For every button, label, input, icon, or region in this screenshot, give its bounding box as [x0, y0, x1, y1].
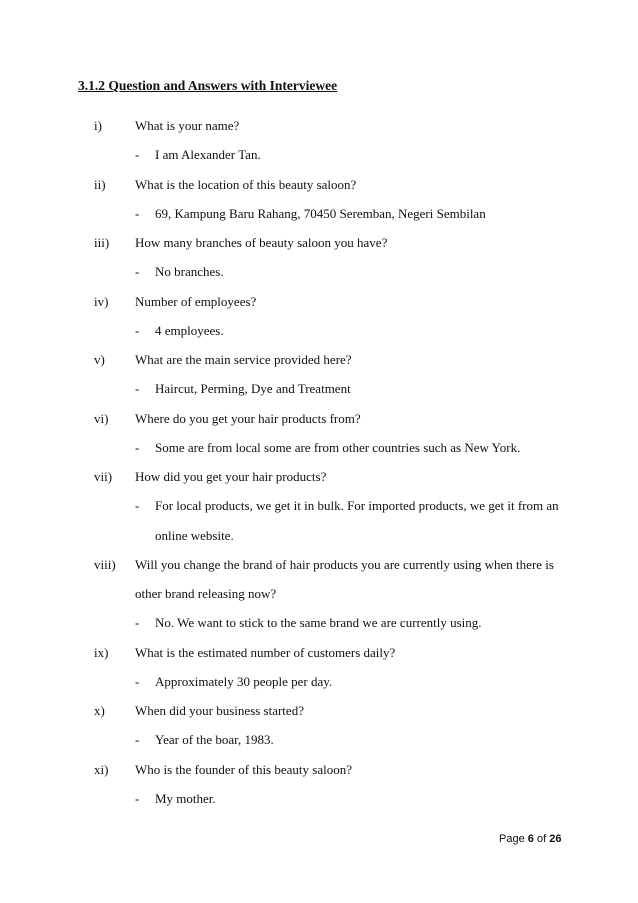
answer-line	[0, 730, 638, 750]
question-number: v)	[94, 352, 105, 367]
answer-text: No. We want to stick to the same brand we are currently using.	[155, 615, 482, 631]
answer-bullet: -	[135, 147, 140, 163]
question-line	[0, 233, 638, 253]
answer-line	[0, 789, 638, 809]
question-text: other brand releasing now?	[135, 586, 277, 601]
answer-bullet: -	[135, 205, 140, 221]
answer-line	[0, 613, 638, 633]
question-text: What is the estimated number of customers daily?	[135, 644, 396, 660]
answer-line	[0, 204, 638, 224]
answer-line	[0, 321, 638, 341]
answer-text: 4 employees.	[155, 322, 224, 338]
answer-line	[0, 145, 638, 165]
question-line	[0, 467, 638, 487]
question-number: iii)	[94, 235, 110, 250]
question-line	[0, 701, 638, 721]
answer-bullet: -	[135, 439, 140, 455]
answer-text: Year of the boar, 1983.	[155, 732, 274, 748]
answer-bullet: -	[135, 732, 140, 748]
question-line	[0, 643, 638, 663]
answer-line	[0, 672, 638, 692]
footer-of-word: of	[536, 833, 547, 845]
page-footer	[499, 833, 561, 845]
answer-line	[0, 496, 638, 516]
footer-total-pages: 26	[549, 833, 562, 845]
question-number: iv)	[94, 293, 109, 309]
answer-text: My mother.	[155, 790, 216, 806]
answer-line	[0, 379, 638, 399]
question-line	[0, 555, 638, 575]
question-number: vi)	[94, 410, 109, 426]
question-text: How did you get your hair products?	[135, 469, 327, 484]
answer-bullet: -	[135, 615, 140, 631]
answer-line	[0, 262, 638, 282]
answer-bullet: -	[135, 264, 140, 280]
answer-text: Approximately 30 people per day.	[155, 673, 333, 689]
question-text: When did your business started?	[135, 703, 304, 718]
answer-bullet: -	[135, 498, 140, 514]
answer-text: No branches.	[155, 264, 224, 280]
answer-text: I am Alexander Tan.	[155, 147, 261, 163]
answer-line	[0, 526, 638, 546]
section-heading: 3.1.2 Question and Answers with Interviewee	[78, 78, 338, 93]
footer-page-number: 6	[527, 833, 534, 845]
answer-bullet: -	[135, 790, 140, 806]
question-number: ix)	[94, 644, 109, 660]
question-text: Number of employees?	[135, 293, 257, 309]
question-line	[0, 584, 638, 604]
answer-bullet: -	[135, 381, 140, 397]
answer-text: Haircut, Perming, Dye and Treatment	[155, 381, 351, 397]
answer-bullet: -	[135, 322, 140, 338]
question-text: How many branches of beauty saloon you have?	[135, 235, 388, 250]
question-text: What is your name?	[135, 118, 240, 133]
answer-text: online website.	[155, 527, 234, 543]
answer-text: For local products, we get it in bulk. For imported products, we get it from an	[155, 498, 559, 514]
question-line	[0, 350, 638, 370]
footer-page-word: Page	[499, 833, 525, 845]
question-text: Who is the founder of this beauty saloon?	[135, 761, 352, 777]
question-number: vii)	[94, 469, 113, 484]
answer-text: 69, Kampung Baru Rahang, 70450 Seremban, Negeri Sembilan	[155, 205, 486, 221]
question-number: viii)	[94, 556, 116, 572]
question-number: ii)	[94, 176, 106, 192]
answer-text: Some are from local some are from other countries such as New York.	[155, 439, 521, 455]
answer-line	[0, 438, 638, 458]
question-text: What is the location of this beauty saloon?	[135, 176, 357, 192]
question-text: Will you change the brand of hair products you are currently using when there is	[135, 556, 554, 572]
question-number: x)	[94, 703, 105, 718]
question-line	[0, 760, 638, 780]
question-line	[0, 116, 638, 136]
answer-bullet: -	[135, 673, 140, 689]
question-line	[0, 409, 638, 429]
question-number: i)	[94, 118, 102, 133]
question-number: xi)	[94, 761, 109, 777]
question-line	[0, 175, 638, 195]
question-text: What are the main service provided here?	[135, 352, 352, 367]
question-line	[0, 292, 638, 312]
question-text: Where do you get your hair products from?	[135, 410, 361, 426]
